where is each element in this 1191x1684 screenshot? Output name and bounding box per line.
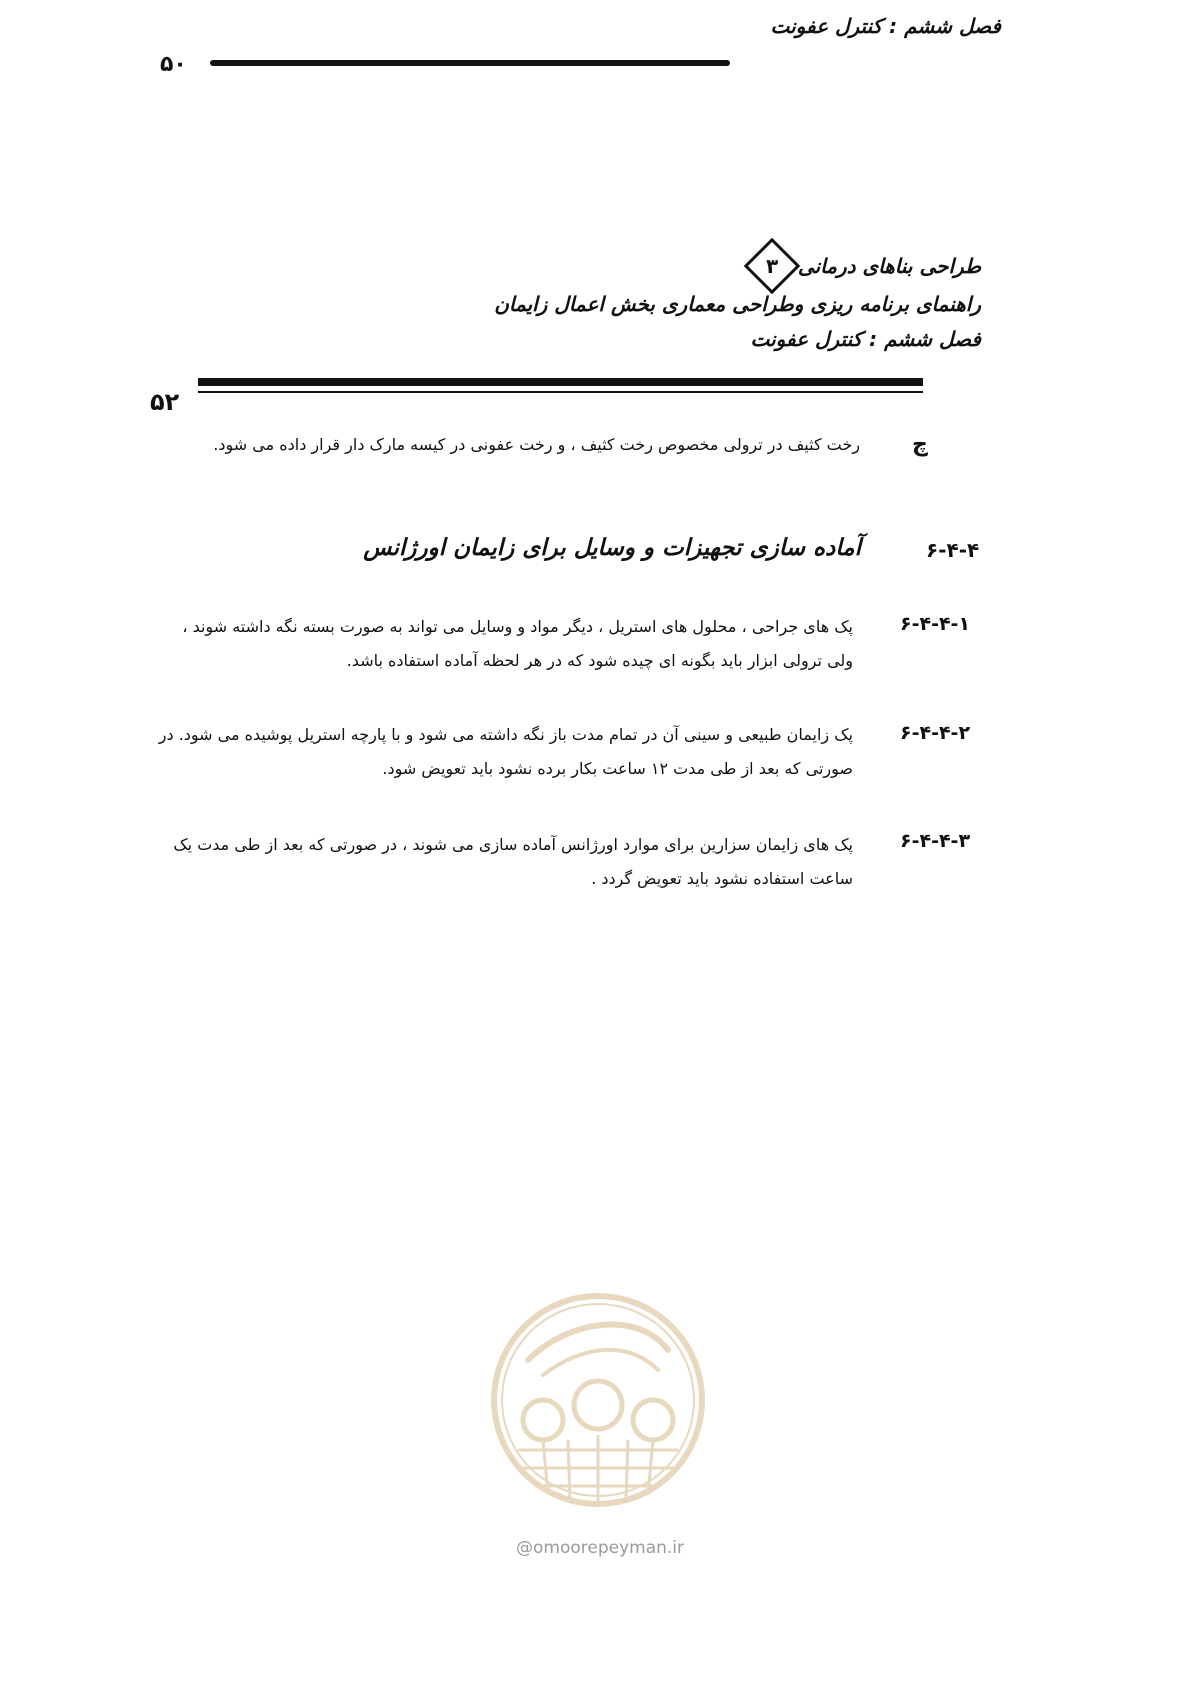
paragraph-number: ۶-۴-۴-۳ bbox=[900, 830, 971, 852]
volume-number: ۳ bbox=[765, 254, 779, 278]
page-number: ۵۲ bbox=[150, 388, 180, 416]
header-rule-thin bbox=[198, 391, 923, 393]
section-title: آماده سازی تجهیزات و وسایل برای زایمان اورژانس bbox=[363, 535, 861, 561]
volume-badge bbox=[744, 238, 801, 295]
item-label-che: چ bbox=[912, 432, 928, 457]
guide-title: راهنمای برنامه ریزی وطراحی معماری بخش اعمال زایمان bbox=[494, 292, 981, 316]
item-text-che: رخت کثیف در ترولی مخصوص رخت کثیف ، و رخت عفونی در کیسه مارک دار قرار داده می شود. bbox=[213, 435, 860, 454]
paragraph-text: پک های زایمان سزارین برای موارد اورژانس آماده سازی می شوند ، در صورتی که بعد از طی مدت یک ساعت استفاده نشود باید تعویض گردد . bbox=[173, 835, 853, 888]
chapter-title: فصل ششم : کنترل عفونت bbox=[750, 327, 981, 351]
watermark-logo bbox=[488, 1290, 708, 1510]
previous-page-chapter-header: فصل ششم : کنترل عفونت bbox=[770, 14, 1001, 38]
paragraph-number: ۶-۴-۴-۱ bbox=[900, 613, 971, 635]
previous-page-header-rule bbox=[210, 60, 730, 66]
watermark-url: @omoorepeyman.ir bbox=[515, 1538, 685, 1558]
paragraph-text: پک زایمان طبیعی و سینی آن در تمام مدت باز نگه داشته می شود و با پارچه استریل پوشیده می شود. در صورتی که بعد از طی مدت ۱۲ ساعت بکار برده نشود باید تعویض شود. bbox=[158, 725, 853, 778]
series-title: طراحی بناهای درمانی bbox=[797, 254, 981, 278]
previous-page-number: ۵۰ bbox=[160, 52, 187, 77]
section-number: ۶-۴-۴ bbox=[926, 538, 980, 562]
series-title-line bbox=[752, 246, 981, 286]
paragraph-number: ۶-۴-۴-۲ bbox=[900, 722, 971, 744]
paragraph-text: پک های جراحی ، محلول های استریل ، دیگر مواد و وسایل می تواند به صورت بسته نگه داشته شوند ، ولی ترولی ابزار باید بگونه ای چیده شود که در هر لحظه آماده استفاده باشد. bbox=[182, 617, 853, 670]
header-rule bbox=[198, 378, 923, 386]
